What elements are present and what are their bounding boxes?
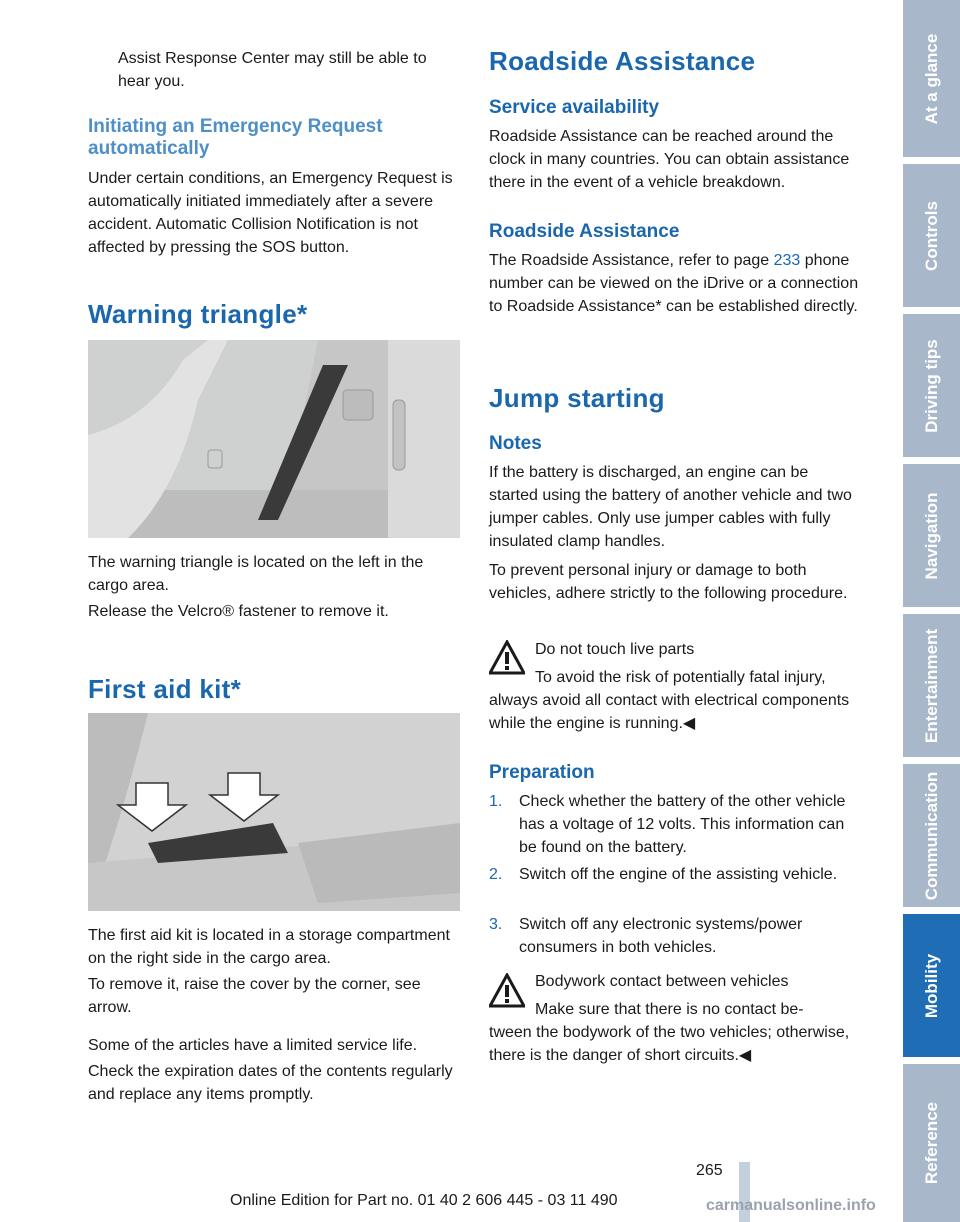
roadside-heading: Roadside Assistance (489, 46, 756, 76)
tab-navigation[interactable]: Navigation (903, 464, 960, 607)
tab-driving-tips[interactable]: Driving tips (903, 314, 960, 457)
tab-at-a-glance[interactable]: At a glance (903, 0, 960, 157)
tab-reference[interactable]: Reference (903, 1064, 960, 1222)
tab-controls[interactable]: Controls (903, 164, 960, 307)
triangle-text-2: Release the Velcro® fastener to remove it. (88, 603, 389, 620)
first-aid-text-4: Check the expiration dates of the contents regularly and replace any items promptly. (88, 1063, 453, 1103)
warning-1-title: Do not touch live parts (535, 641, 695, 658)
tab-communication[interactable]: Communication (903, 764, 960, 907)
step-text: Check whether the battery of the other vehicle has a voltage of 12 volts. This information can be found on the battery. (519, 793, 846, 856)
first-aid-image (88, 713, 460, 911)
first-aid-text-2: To remove it, raise the cover by the corner, see arrow. (88, 976, 421, 1016)
roadside-text: The Roadside Assistance, refer to page 233 phone number can be viewed on the iDrive or a connection to Roadside Assistance* can be established directly. (489, 252, 859, 315)
step-number: 3. (489, 916, 503, 933)
first-aid-text-3: Some of the articles have a limited service life. (88, 1037, 418, 1054)
preparation-heading: Preparation (489, 762, 595, 783)
tab-entertainment[interactable]: Entertainment (903, 614, 960, 757)
emergency-heading: Initiating an Emergency Request automatically (88, 116, 383, 159)
warning-1-line: To avoid the risk of potentially fatal injury, (535, 669, 826, 686)
warning-2-text: tween the bodywork of the two vehicles; otherwise, there is the danger of short circuits.◀ (489, 1024, 850, 1064)
notes-text-1: If the battery is discharged, an engine can be started using the battery of another vehicle and two jumper cables. Only use jumper cables with fully insulated clamp handles. (489, 464, 852, 550)
step-number: 2. (489, 866, 503, 883)
step-number: 1. (489, 793, 503, 810)
tab-mobility[interactable]: Mobility (903, 914, 960, 1057)
emergency-text: Under certain conditions, an Emergency Request is automatically initiated immediately after a severe accident. Automatic Collision Notification is not affected by pressing the SOS button. (88, 170, 453, 256)
notes-text-2: To prevent personal injury or damage to both vehicles, adhere strictly to the following procedure. (489, 562, 848, 602)
warning-triangle-heading: Warning triangle* (88, 299, 308, 329)
footer-text: Online Edition for Part no. 01 40 2 606 445 - 03 11 490 (230, 1192, 618, 1209)
intro-text: Assist Response Center may still be able to hear you. (118, 50, 427, 90)
warning-1-text: always avoid all contact with electrical components while the engine is running.◀ (489, 692, 850, 732)
first-aid-heading: First aid kit* (88, 674, 242, 704)
service-text: Roadside Assistance can be reached around the clock in many countries. You can obtain assistance there in the event of a vehicle breakdown. (489, 128, 850, 191)
jump-starting-heading: Jump starting (489, 383, 665, 413)
roadside-subheading: Roadside Assistance (489, 221, 680, 242)
notes-heading: Notes (489, 433, 542, 454)
warning-2-title: Bodywork contact between vehicles (535, 973, 789, 990)
warning-triangle-image (88, 340, 460, 538)
step-text: Switch off any electronic systems/power consumers in both vehicles. (519, 916, 803, 956)
page-link[interactable]: 233 (773, 252, 801, 269)
first-aid-text-1: The first aid kit is located in a storage compartment on the right side in the cargo area. (88, 927, 450, 967)
page-number: 265 (696, 1162, 723, 1179)
service-availability-heading: Service availability (489, 97, 660, 118)
triangle-text-1: The warning triangle is located on the left in the cargo area. (88, 554, 424, 594)
warning-icon (489, 640, 525, 676)
step-text: Switch off the engine of the assisting vehicle. (519, 866, 838, 883)
warning-2-line: Make sure that there is no contact be- (535, 1001, 804, 1018)
warning-icon (489, 973, 525, 1009)
watermark: carmanualsonline.info (706, 1197, 876, 1214)
